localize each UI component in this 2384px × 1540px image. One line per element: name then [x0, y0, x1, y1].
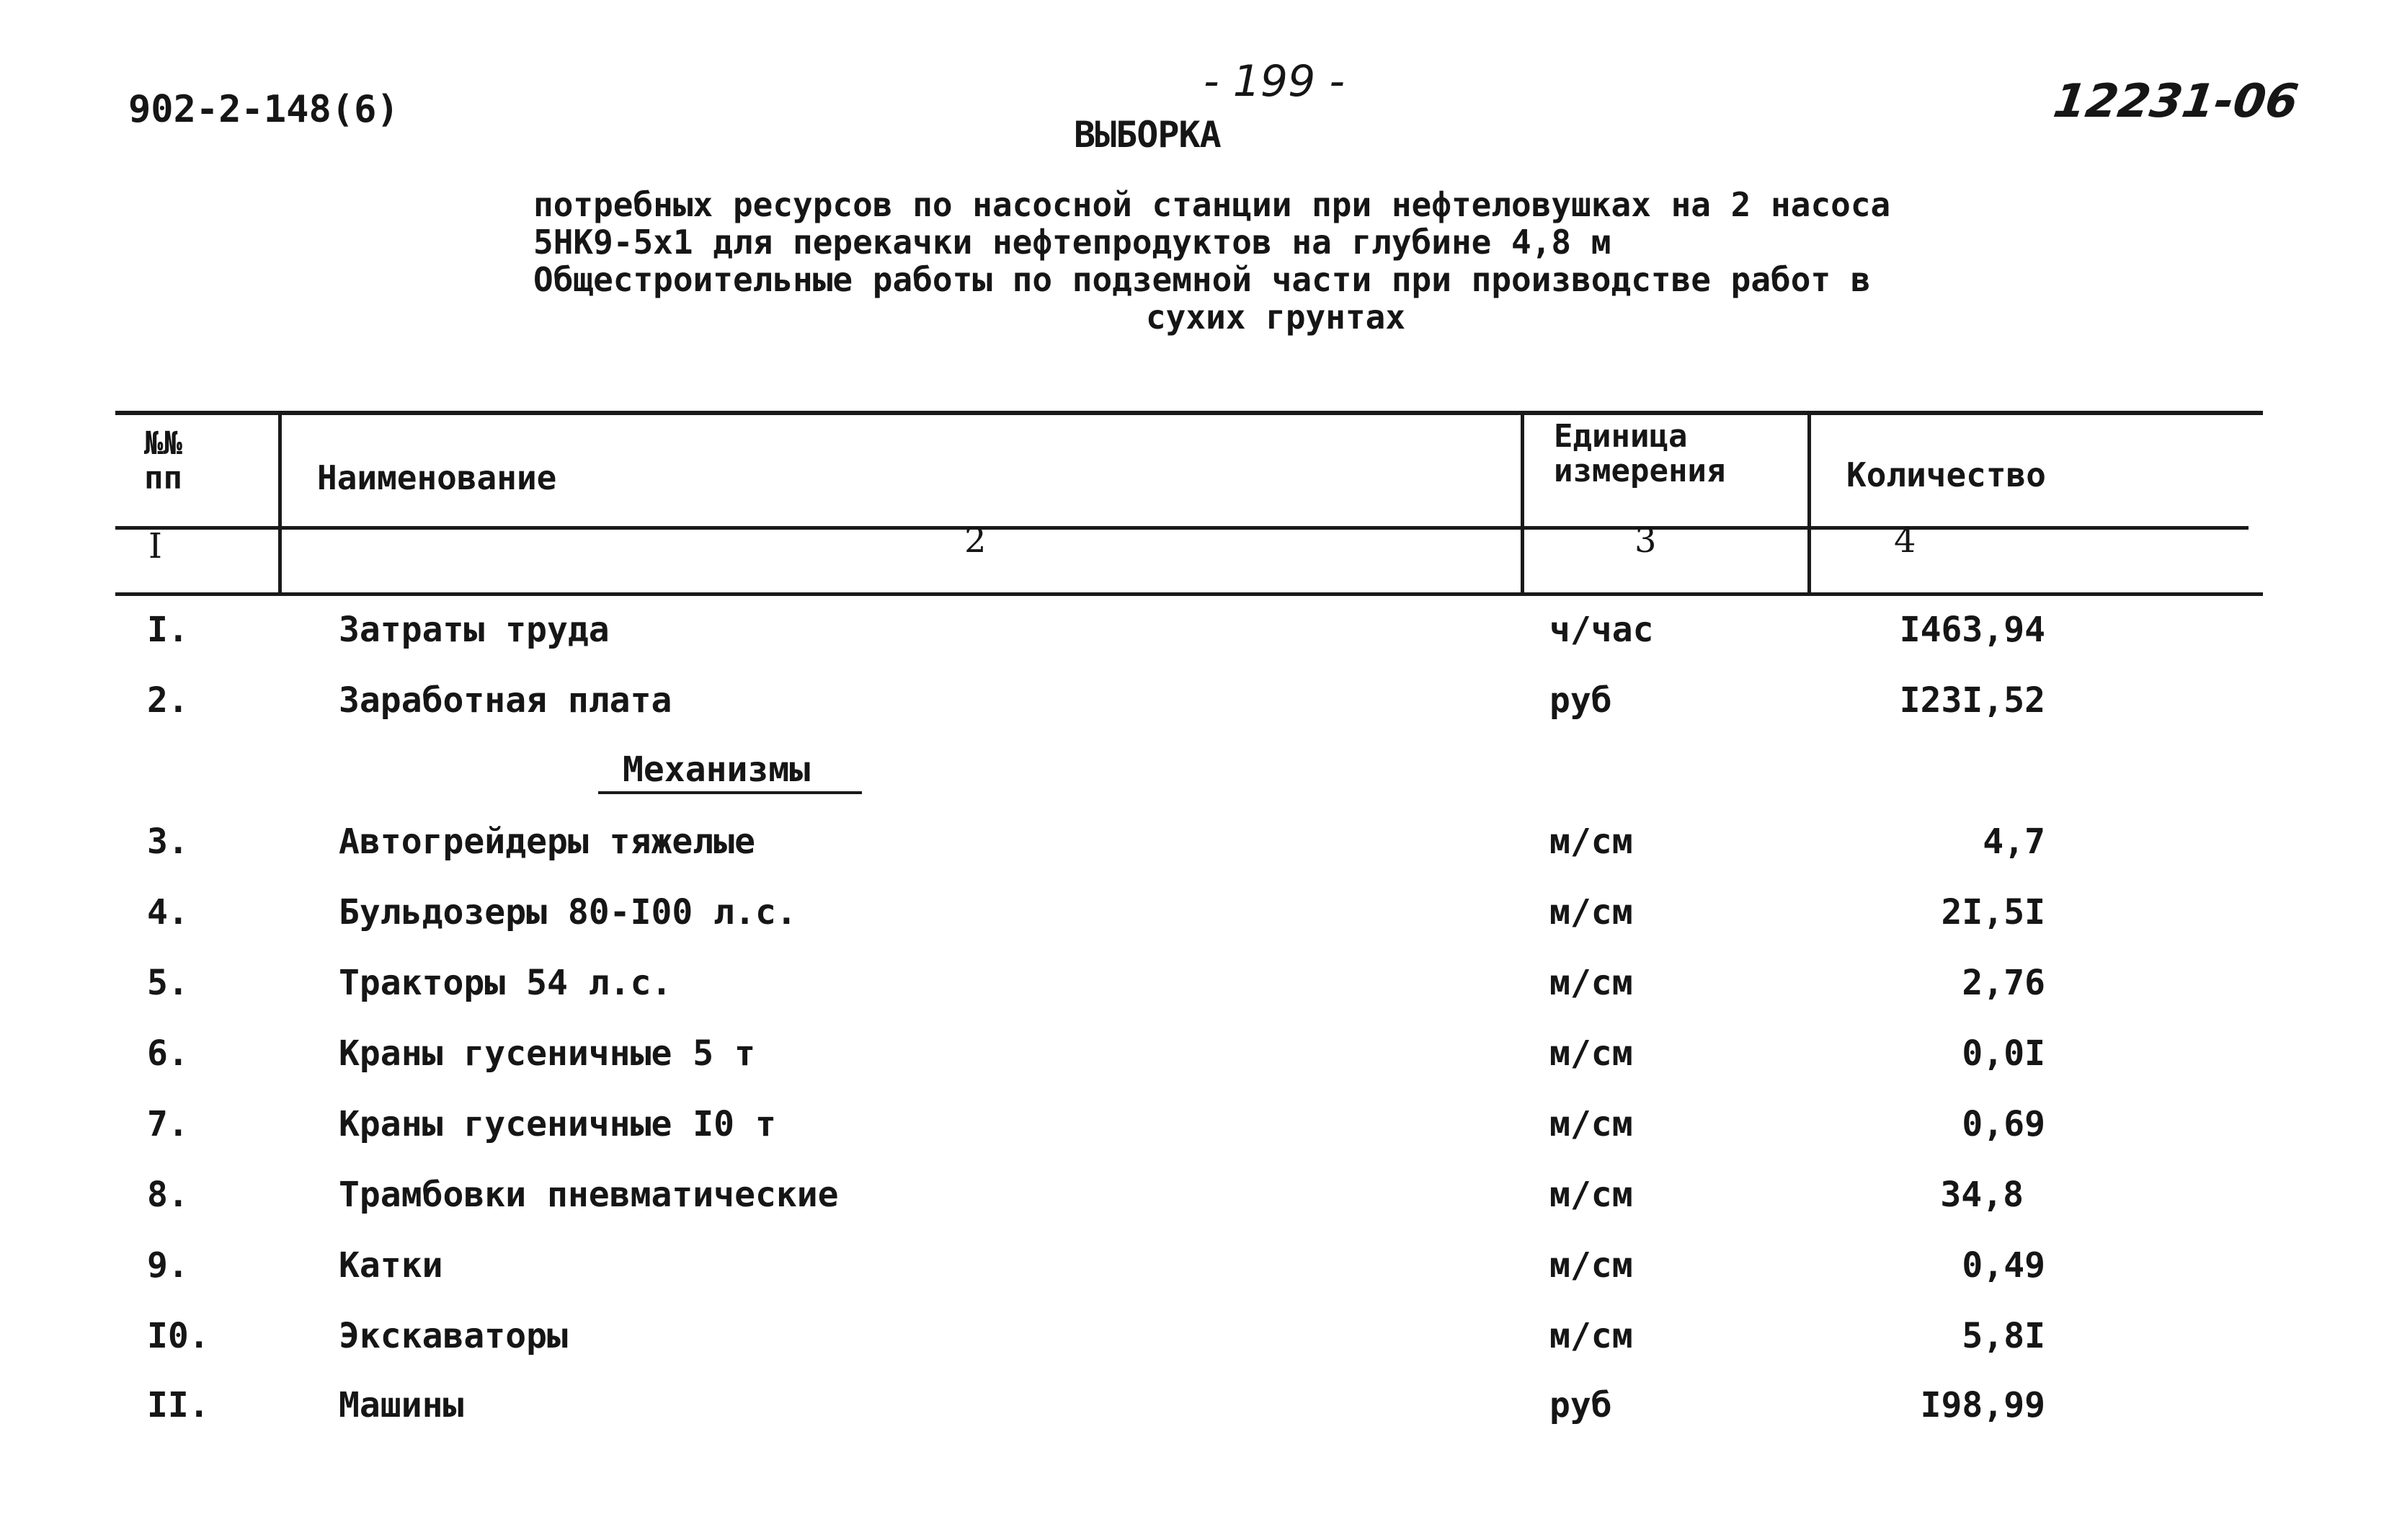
row-unit: м/см: [1549, 822, 1633, 862]
table-row: [0, 680, 2384, 738]
table-row: [0, 610, 2384, 667]
column-header-quantity: Количество: [1846, 455, 2046, 494]
table-row: [0, 892, 2384, 950]
row-quantity: 2I,5I: [1941, 892, 2045, 933]
document-title: ВЫБОРКА: [1074, 114, 1221, 156]
row-number: I0.: [147, 1316, 210, 1356]
row-name: Экскаваторы: [339, 1316, 568, 1356]
table-divider: [1521, 412, 1524, 594]
subtitle-line: потребных ресурсов по насосной станции при нефтеловушках на 2 насоса: [533, 185, 1891, 224]
table-row: [0, 1175, 2384, 1232]
subtitle-line: Общестроительные работы по подземной части при производстве работ в: [533, 260, 1871, 299]
row-name: Бульдозеры 80-I00 л.с.: [339, 892, 797, 933]
row-number: I.: [147, 610, 189, 650]
archive-number: 12231-06: [2050, 75, 2302, 128]
row-name: Машины: [339, 1385, 464, 1425]
column-header-number: №№ пп: [144, 425, 182, 497]
table-row: [0, 1385, 2384, 1443]
row-unit: руб: [1549, 1385, 1612, 1425]
row-name: Краны гусеничные 5 т: [339, 1033, 755, 1074]
row-unit: ч/час: [1549, 610, 1654, 650]
row-number: 8.: [147, 1175, 189, 1215]
row-unit: м/см: [1549, 1033, 1633, 1074]
table-top-rule: [115, 411, 2263, 415]
row-quantity: 0,49: [1962, 1245, 2045, 1286]
table-row: [0, 822, 2384, 879]
document-code: 902-2-148(6): [128, 88, 399, 131]
row-quantity: I98,99: [1920, 1385, 2045, 1425]
row-name: Заработная плата: [339, 680, 672, 721]
page-number: - 199 -: [1204, 56, 1345, 107]
table-row: [0, 963, 2384, 1020]
column-number: 2: [964, 520, 987, 561]
row-unit: м/см: [1549, 1175, 1633, 1215]
table-row: [0, 1033, 2384, 1091]
row-unit: м/см: [1549, 1316, 1633, 1356]
table-number-rule: [115, 592, 2263, 596]
table-row: [0, 1316, 2384, 1374]
table-header-rule: [115, 526, 2249, 530]
row-quantity: I463,94: [1899, 610, 2045, 650]
document-subtitle: [533, 186, 2018, 336]
table-divider: [1807, 412, 1811, 594]
row-number: 9.: [147, 1245, 189, 1286]
row-number: 7.: [147, 1104, 189, 1144]
column-header-unit: Единица измерения: [1554, 418, 1726, 489]
row-quantity: 2,76: [1962, 963, 2045, 1003]
column-number: 3: [1634, 520, 1657, 561]
row-unit: м/см: [1549, 1245, 1633, 1286]
table-divider: [278, 412, 282, 594]
row-quantity: I23I,52: [1899, 680, 2045, 721]
column-number: 4: [1894, 520, 1916, 561]
table-row: [0, 1245, 2384, 1303]
row-quantity: 0,0I: [1962, 1033, 2045, 1074]
row-unit: м/см: [1549, 1104, 1633, 1144]
row-name: Затраты труда: [339, 610, 610, 650]
column-header-name: Наименование: [317, 458, 557, 497]
row-name: Тракторы 54 л.с.: [339, 963, 672, 1003]
row-quantity: 34,8: [1940, 1175, 2024, 1215]
row-quantity: 0,69: [1962, 1104, 2045, 1144]
row-name: Трамбовки пневматические: [339, 1175, 839, 1215]
row-unit: руб: [1549, 680, 1612, 721]
row-number: 3.: [147, 822, 189, 862]
row-number: 2.: [147, 680, 189, 721]
row-number: II.: [147, 1385, 210, 1425]
section-underline: [598, 791, 862, 794]
subtitle-line: сухих грунтах: [1145, 298, 1406, 337]
section-heading: Механизмы: [623, 749, 811, 790]
row-name: Катки: [339, 1245, 443, 1286]
row-unit: м/см: [1549, 963, 1633, 1003]
row-unit: м/см: [1549, 892, 1633, 933]
subtitle-line: 5НК9-5х1 для перекачки нефтепродуктов на глубине 4,8 м: [533, 223, 1611, 262]
row-quantity: 5,8I: [1962, 1316, 2045, 1356]
row-number: 4.: [147, 892, 189, 933]
table-row: [0, 1104, 2384, 1162]
row-number: 5.: [147, 963, 189, 1003]
row-name: Автогрейдеры тяжелые: [339, 822, 755, 862]
row-name: Краны гусеничные I0 т: [339, 1104, 776, 1144]
row-number: 6.: [147, 1033, 189, 1074]
column-number: I: [148, 526, 162, 566]
row-quantity: 4,7: [1983, 822, 2045, 862]
